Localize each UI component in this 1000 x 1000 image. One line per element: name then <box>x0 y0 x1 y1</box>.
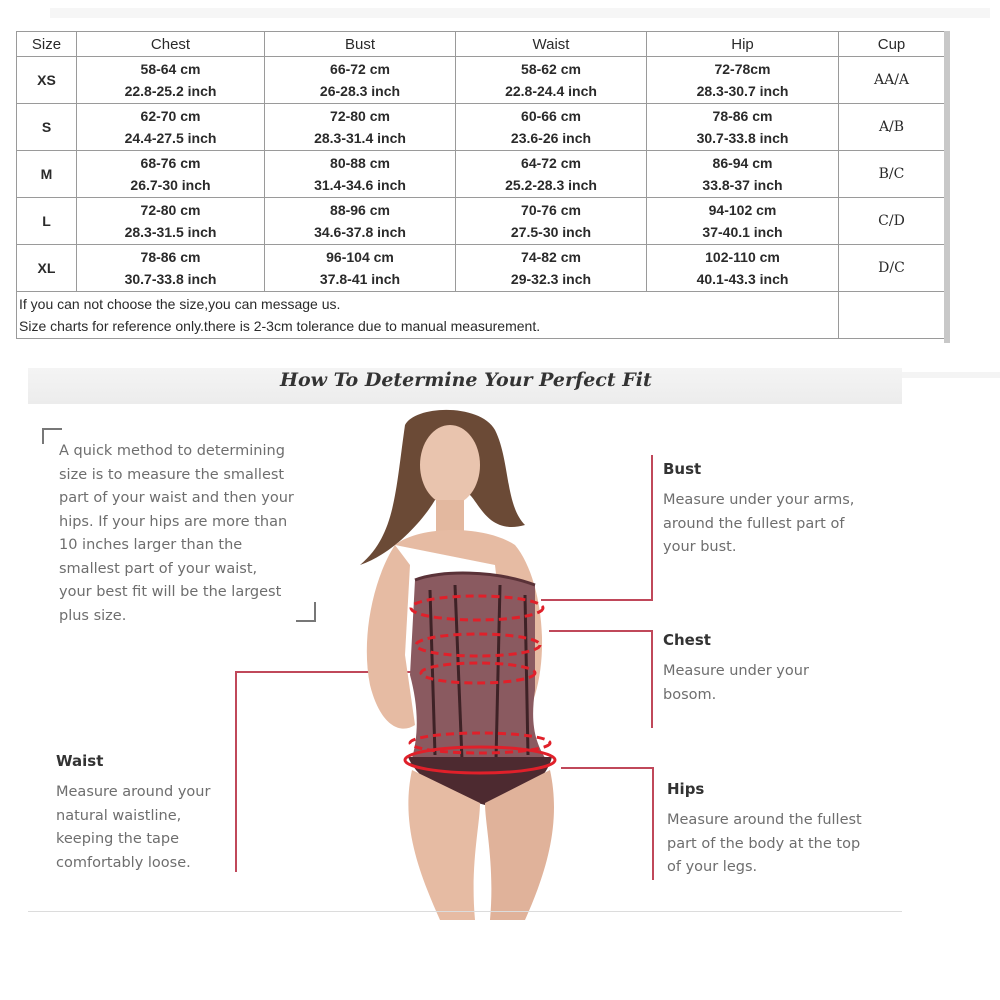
cup-cell: AA/A <box>839 57 945 104</box>
chest-cell: 78-86 cm 30.7-33.8 inch <box>77 245 265 292</box>
chest-cell: 58-64 cm 22.8-25.2 inch <box>77 57 265 104</box>
header-waist: Waist <box>456 32 647 57</box>
cup-cell: D/C <box>839 245 945 292</box>
hips-label-title: Hips <box>667 780 705 798</box>
bust-label-title: Bust <box>663 460 702 478</box>
chest-cell: 72-80 cm 28.3-31.5 inch <box>77 198 265 245</box>
bust-cell: 72-80 cm 28.3-31.4 inch <box>265 104 456 151</box>
waist-label-title: Waist <box>56 752 104 770</box>
hip-cell: 72-78cm 28.3-30.7 inch <box>647 57 839 104</box>
cup-cell: A/B <box>839 104 945 151</box>
size-label: XS <box>17 57 77 104</box>
header-size: Size <box>17 32 77 57</box>
cup-cell: B/C <box>839 151 945 198</box>
cup-cell: C/D <box>839 198 945 245</box>
bust-cell: 96-104 cm 37.8-41 inch <box>265 245 456 292</box>
waist-cell: 64-72 cm 25.2-28.3 inch <box>456 151 647 198</box>
waist-label-description: Measure around your natural waistline, keeping the tape comfortably loose. <box>56 784 211 871</box>
note-line: If you can not choose the size,you can message us. <box>19 296 341 312</box>
hip-cell: 78-86 cm 30.7-33.8 inch <box>647 104 839 151</box>
hip-cell: 102-110 cm 40.1-43.3 inch <box>647 245 839 292</box>
size-label: L <box>17 198 77 245</box>
header-bust: Bust <box>265 32 456 57</box>
waist-cell: 74-82 cm 29-32.3 inch <box>456 245 647 292</box>
chest-label-description: Measure under your bosom. <box>663 663 809 703</box>
chest-cell: 62-70 cm 24.4-27.5 inch <box>77 104 265 151</box>
size-label: XL <box>17 245 77 292</box>
chest-label-title: Chest <box>663 631 711 649</box>
model-figure-illustration <box>300 405 640 920</box>
bust-cell: 80-88 cm 31.4-34.6 inch <box>265 151 456 198</box>
header-chest: Chest <box>77 32 265 57</box>
waist-cell: 58-62 cm 22.8-24.4 inch <box>456 57 647 104</box>
intro-text: A quick method to determining size is to measure the smallest part of your waist and then your hips. If your hips are more than 10 inches larger than the smallest part of your waist, your best fit will be the largest plus size. <box>59 443 294 624</box>
header-cup: Cup <box>839 32 945 57</box>
size-label: S <box>17 104 77 151</box>
note-line: Size charts for reference only.there is 2-3cm tolerance due to manual measurement. <box>19 318 541 334</box>
waist-cell: 60-66 cm 23.6-26 inch <box>456 104 647 151</box>
bust-label-description: Measure under your arms, around the fullest part of your bust. <box>663 492 855 555</box>
waist-cell: 70-76 cm 27.5-30 inch <box>456 198 647 245</box>
hips-label-description: Measure around the fullest part of the body at the top of your legs. <box>667 812 862 875</box>
fit-guide-title: How To Determine Your Perfect Fit <box>280 369 652 391</box>
size-label: M <box>17 151 77 198</box>
hip-cell: 94-102 cm 37-40.1 inch <box>647 198 839 245</box>
hip-cell: 86-94 cm 33.8-37 inch <box>647 151 839 198</box>
bust-cell: 66-72 cm 26-28.3 inch <box>265 57 456 104</box>
bottom-divider <box>28 911 902 912</box>
bust-cell: 88-96 cm 34.6-37.8 inch <box>265 198 456 245</box>
chest-cell: 68-76 cm 26.7-30 inch <box>77 151 265 198</box>
header-hip: Hip <box>647 32 839 57</box>
